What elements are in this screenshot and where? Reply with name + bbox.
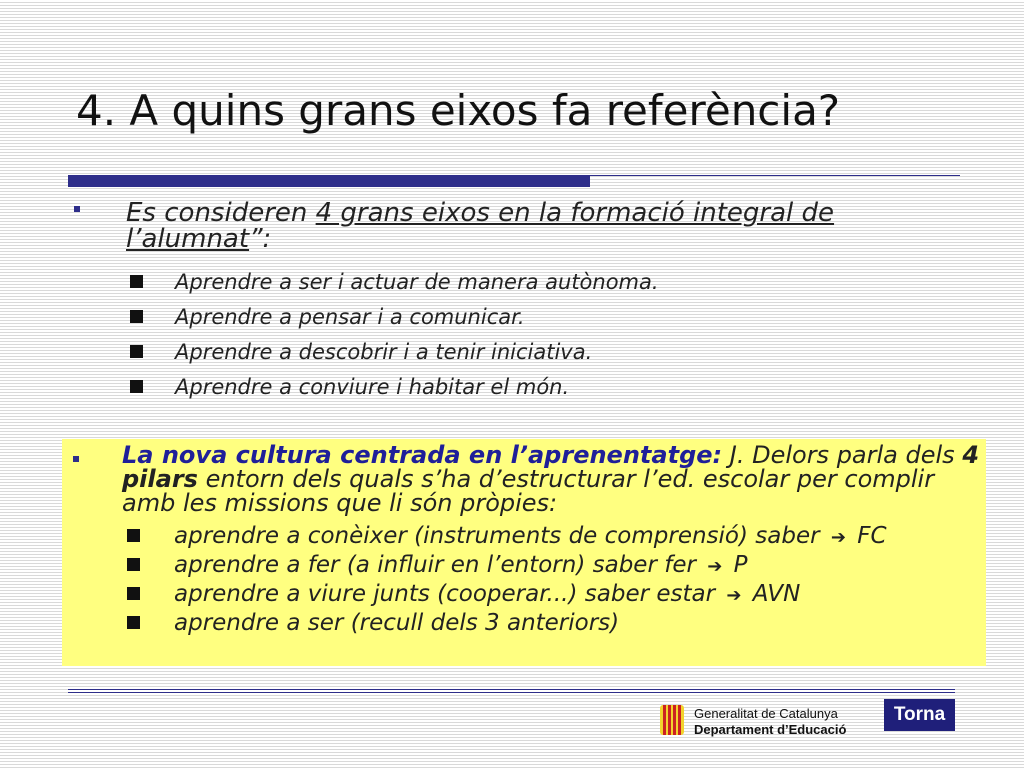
pillars-list	[127, 521, 887, 637]
highlight-paragraph: La nova cultura centrada en l’aprenentatge: J. Delors parla dels 4 pilars entorn dels quals s’ha d’estructurar l’ed. escolar per complir amb les missions que li són pròpies:	[122, 441, 980, 517]
square-bullet-icon	[127, 529, 140, 542]
square-bullet-icon	[127, 616, 140, 629]
intro-bullet-icon	[74, 206, 80, 212]
org-line-2: Departament d’Educació	[694, 722, 847, 737]
square-bullet-icon	[130, 310, 143, 323]
square-bullet-icon	[130, 275, 143, 288]
intro-underlined: 4 grans eixos en la formació integral de l’alumnat	[126, 198, 835, 254]
org-line-1: Generalitat de Catalunya	[694, 706, 838, 721]
organization-name	[694, 706, 846, 738]
highlight-box	[62, 439, 986, 666]
arrow-right-icon: ➔	[707, 555, 723, 577]
intro-text	[126, 200, 926, 252]
list-item: Aprendre a ser i actuar de manera autònoma.	[130, 264, 659, 299]
list-item: Aprendre a conviure i habitar el món.	[130, 369, 659, 404]
square-bullet-icon	[127, 558, 140, 571]
intro-prefix: Es consideren	[126, 198, 316, 228]
list-item: aprendre a conèixer (instruments de comprensió) saber ➔ FC	[127, 521, 887, 550]
title-rule-thin	[590, 175, 960, 176]
highlight-bullet-icon	[73, 456, 79, 462]
generalitat-logo-icon	[660, 705, 684, 735]
highlight-bold: 4 pilars	[122, 441, 980, 493]
list-item: aprendre a fer (a influir en l’entorn) saber fer ➔ P	[127, 550, 887, 579]
slide-title: 4. A quins grans eixos fa referència?	[76, 86, 841, 135]
intro-list	[130, 264, 659, 404]
square-bullet-icon	[130, 345, 143, 358]
footer-rule	[68, 692, 955, 693]
footer-rule	[68, 689, 955, 690]
square-bullet-icon	[127, 587, 140, 600]
arrow-right-icon: ➔	[726, 584, 742, 606]
back-button[interactable]: Torna	[884, 699, 955, 731]
title-rule-thick	[68, 175, 590, 187]
arrow-right-icon: ➔	[830, 526, 846, 548]
square-bullet-icon	[130, 380, 143, 393]
list-item: Aprendre a descobrir i a tenir iniciativa.	[130, 334, 659, 369]
highlight-lead: La nova cultura centrada en l’aprenentatge:	[122, 441, 723, 469]
intro-suffix: ”:	[249, 224, 272, 254]
list-item: aprendre a viure junts (cooperar...) saber estar ➔ AVN	[127, 579, 887, 608]
list-item: Aprendre a pensar i a comunicar.	[130, 299, 659, 334]
list-item: aprendre a ser (recull dels 3 anteriors)	[127, 608, 887, 637]
